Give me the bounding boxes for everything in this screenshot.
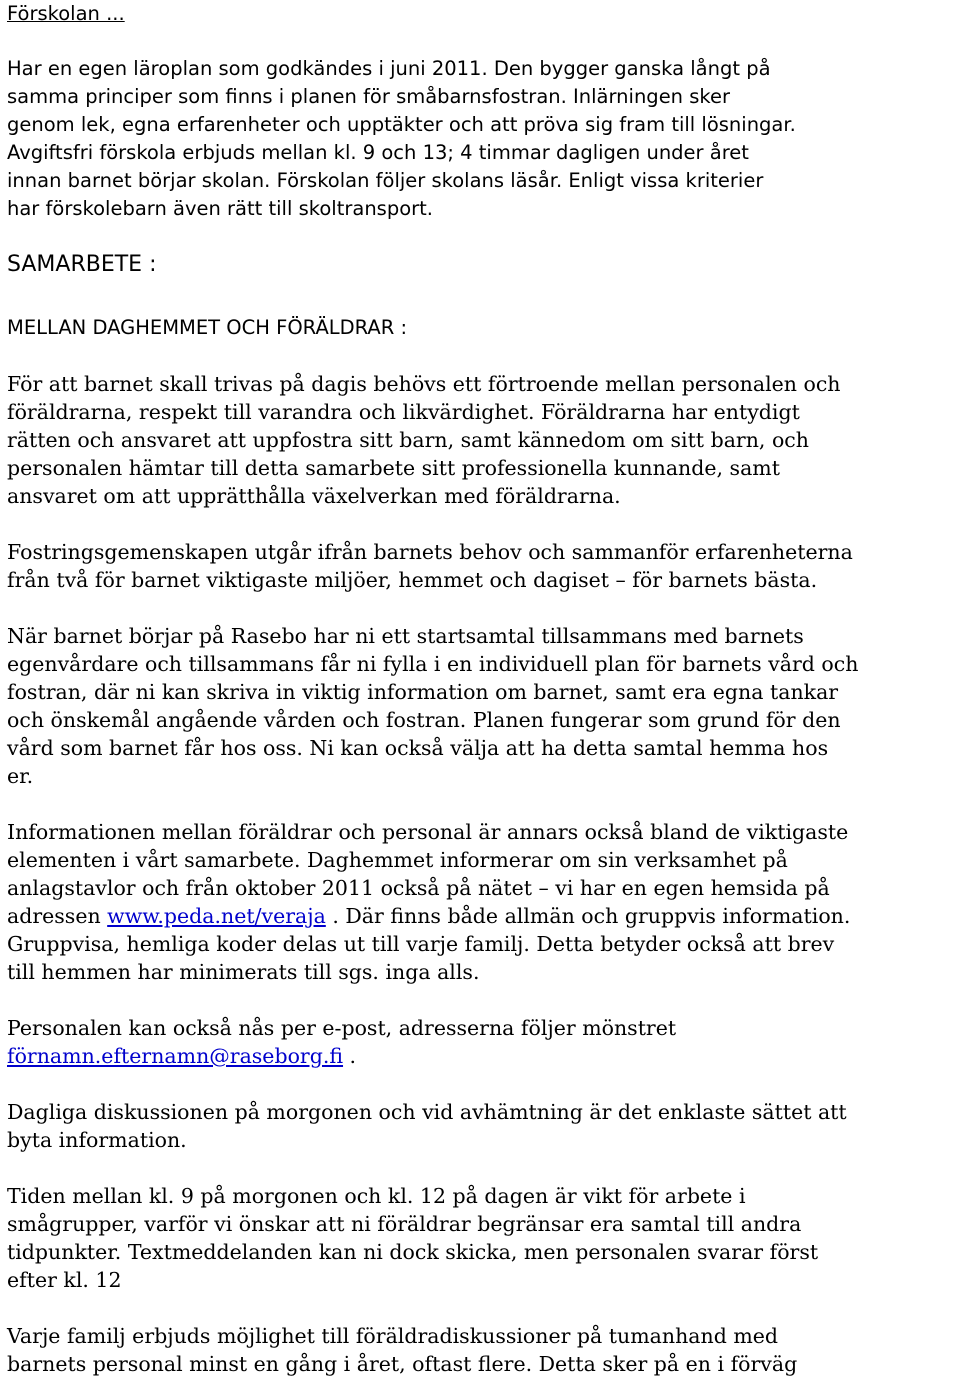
paragraph-line: samma principer som finns i planen för småbarnsfostran. Inlärningen sker: [7, 85, 731, 108]
section-heading: SAMARBETE :: [7, 252, 157, 277]
paragraph-line: Varje familj erbjuds möjlighet till föräldradiskussioner på tumanhand med: [7, 1324, 779, 1348]
paragraph-line: Informationen mellan föräldrar och personal är annars också bland de viktigaste: [7, 820, 849, 844]
paragraph-line: vård som barnet får hos oss. Ni kan också välja att ha detta samtal hemma hos: [7, 736, 829, 760]
paragraph-line: elementen i vårt samarbete. Daghemmet informerar om sin verksamhet på: [7, 848, 788, 872]
paragraph-line: Gruppvisa, hemliga koder delas ut till varje familj. Detta betyder också att brev: [7, 932, 835, 956]
paragraph-line: personalen hämtar till detta samarbete sitt professionella kunnande, samt: [7, 456, 780, 480]
paragraph-line: ansvaret om att upprätthålla växelverkan med föräldrarna.: [7, 484, 621, 508]
page-title: Förskolan ...: [7, 2, 125, 25]
paragraph-line: När barnet börjar på Rasebo har ni ett startsamtal tillsammans med barnets: [7, 624, 804, 648]
paragraph-line: innan barnet börjar skolan. Förskolan följer skolans läsår. Enligt vissa kriterier: [7, 169, 764, 192]
paragraph-line: från två för barnet viktigaste miljöer, hemmet och dagiset – för barnets bästa.: [7, 568, 818, 592]
paragraph-line: För att barnet skall trivas på dagis behövs ett förtroende mellan personalen och: [7, 372, 841, 396]
paragraph-line: och önskemål angående vården och fostran. Planen fungerar som grund för den: [7, 708, 841, 732]
paragraph-line: efter kl. 12: [7, 1268, 122, 1292]
paragraph-line: till hemmen har minimerats till sgs. inga alls.: [7, 960, 480, 984]
website-link[interactable]: www.peda.net/veraja: [107, 904, 326, 928]
paragraph-line: fostran, där ni kan skriva in viktig information om barnet, samt era egna tankar: [7, 680, 839, 704]
email-link[interactable]: förnamn.efternamn@raseborg.fi: [7, 1044, 344, 1068]
paragraph-line: er.: [7, 764, 34, 788]
paragraph-line: Tiden mellan kl. 9 på morgonen och kl. 12 på dagen är vikt för arbete i: [7, 1184, 746, 1208]
paragraph-line: smågrupper, varför vi önskar att ni föräldrar begränsar era samtal till andra: [7, 1212, 802, 1236]
paragraph-line: förnamn.efternamn@raseborg.fi .: [7, 1044, 357, 1068]
paragraph-line: byta information.: [7, 1128, 187, 1152]
paragraph-line: genom lek, egna erfarenheter och upptäkter och att pröva sig fram till lösningar.: [7, 113, 796, 136]
paragraph-line: barnets personal minst en gång i året, oftast flere. Detta sker på en i förväg: [7, 1352, 798, 1376]
paragraph-line: har förskolebarn även rätt till skoltransport.: [7, 197, 434, 220]
paragraph-line: Har en egen läroplan som godkändes i juni 2011. Den bygger ganska långt på: [7, 57, 771, 80]
paragraph-line: tidpunkter. Textmeddelanden kan ni dock skicka, men personalen svarar först: [7, 1240, 819, 1264]
paragraph-line: rätten och ansvaret att uppfostra sitt barn, samt kännedom om sitt barn, och: [7, 428, 809, 452]
paragraph-line: Dagliga diskussionen på morgonen och vid avhämtning är det enklaste sättet att: [7, 1100, 847, 1124]
paragraph-line: Avgiftsfri förskola erbjuds mellan kl. 9 och 13; 4 timmar dagligen under året: [7, 141, 749, 164]
paragraph-line: egenvårdare och tillsammans får ni fylla i en individuell plan för barnets vård och: [7, 652, 859, 676]
paragraph-line: anlagstavlor och från oktober 2011 också på nätet – vi har en egen hemsida på: [7, 876, 830, 900]
paragraph-line: adressen www.peda.net/veraja . Där finns både allmän och gruppvis information.: [7, 904, 851, 928]
paragraph-line: föräldrarna, respekt till varandra och likvärdighet. Föräldrarna har entydigt: [7, 400, 800, 424]
subsection-heading: MELLAN DAGHEMMET OCH FÖRÄLDRAR :: [7, 316, 408, 339]
paragraph-line: Personalen kan också nås per e-post, adresserna följer mönstret: [7, 1016, 677, 1040]
paragraph-line: Fostringsgemenskapen utgår ifrån barnets behov och sammanför erfarenheterna: [7, 540, 853, 564]
